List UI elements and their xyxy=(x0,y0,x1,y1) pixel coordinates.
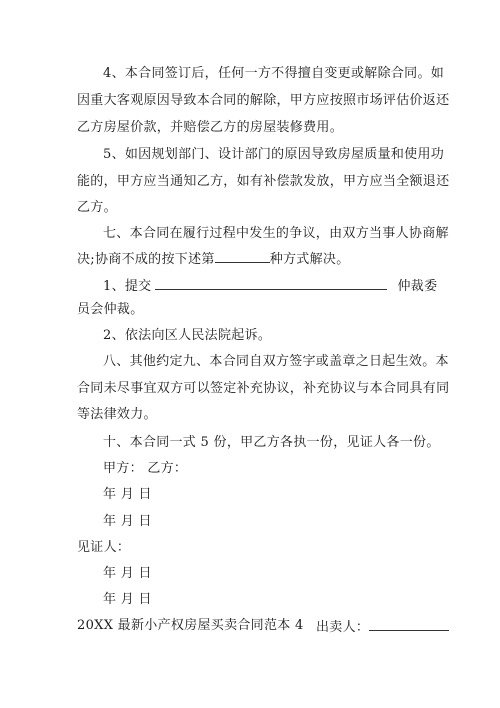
signature-date-1: 年 月 日 xyxy=(103,487,152,502)
clause8-line2: 合同未尽事宜双方可以签定补充协议，补充协议与本合同具有同 xyxy=(77,381,450,396)
signature-date-2: 年 月 日 xyxy=(103,514,152,529)
clause5-line3: 乙方。 xyxy=(77,200,117,215)
signature-parties: 甲方： 乙方： xyxy=(103,461,188,476)
signature-date-4: 年 月 日 xyxy=(103,592,152,607)
clause7-line2-end: 种方式解决。 xyxy=(269,252,350,267)
footer-title: 20XX 最新小产权房屋买卖合同范本 4 xyxy=(77,618,304,633)
option1-label: 1、提交 xyxy=(103,279,152,294)
arbitration-blank xyxy=(155,277,387,290)
option1-line1 xyxy=(103,277,437,295)
clause7-line2 xyxy=(77,250,350,268)
clause4-line1: 4、本合同签订后，任何一方不得擅自变更或解除合同。如 xyxy=(103,66,445,81)
option1-line2: 员会仲裁。 xyxy=(77,302,144,317)
witness-label: 见证人： xyxy=(77,540,131,555)
option2: 2、依法向区人民法院起诉。 xyxy=(103,328,272,343)
clause4-line2: 因重大客观原因导致本合同的解除，甲方应按照市场评估价返还 xyxy=(77,93,450,108)
clause4-line3: 乙方房屋价款，并赔偿乙方的房屋装修费用。 xyxy=(77,120,344,135)
clause10: 十、本合同一式 5 份，甲乙方各执一份，见证人各一份。 xyxy=(103,435,440,450)
seller-label: 出卖人： xyxy=(316,620,370,635)
clause7-line1: 七、本合同在履行过程中发生的争议，由双方当事人协商解 xyxy=(103,226,449,241)
option1-suffix: 仲裁委 xyxy=(397,279,438,294)
seller-line xyxy=(316,618,449,636)
clause8-line3: 等法律效力。 xyxy=(77,407,157,422)
method-blank xyxy=(215,250,270,263)
clause7-line2-start: 决;协商不成的按下述第 xyxy=(77,252,215,267)
clause5-line1: 5、如因规划部门、设计部门的原因导致房屋质量和使用功 xyxy=(103,147,445,162)
seller-blank xyxy=(369,618,449,631)
signature-date-3: 年 月 日 xyxy=(103,566,152,581)
clause8-line1: 八、其他约定九、本合同自双方签字或盖章之日起生效。本 xyxy=(103,354,449,369)
clause5-line2: 能的，甲方应当通知乙方，如有补偿款发放，甲方应当全额退还 xyxy=(77,174,450,189)
